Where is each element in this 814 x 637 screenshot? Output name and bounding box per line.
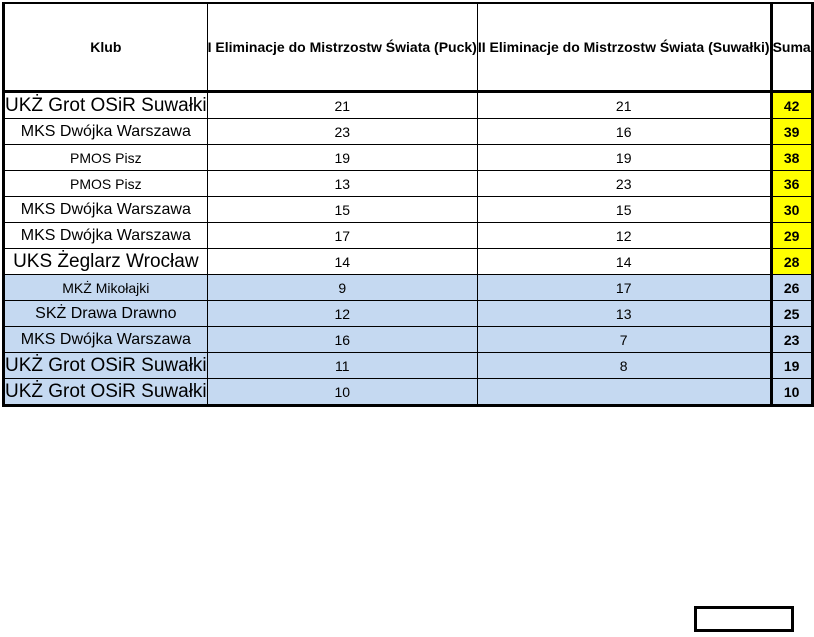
- table-row: [4, 223, 813, 249]
- header-club: Klub: [4, 3, 208, 92]
- empty-cell-box: [694, 606, 794, 632]
- table-row: [4, 197, 813, 223]
- elimination-2-cell: 21: [477, 92, 770, 119]
- elimination-1-cell: 15: [207, 197, 477, 223]
- table-row: [4, 171, 813, 197]
- club-cell: MKS Dwójka Warszawa: [4, 197, 208, 223]
- club-cell: MKS Dwójka Warszawa: [4, 119, 208, 145]
- header-elimination-2: II Eliminacje do Mistrzostw Świata (Suwałki): [477, 3, 770, 92]
- table-row: [4, 92, 813, 119]
- club-cell: MKS Dwójka Warszawa: [4, 223, 208, 249]
- table-row: [4, 275, 813, 301]
- elimination-2-cell: 19: [477, 145, 770, 171]
- table-row: [4, 327, 813, 353]
- elimination-1-cell: 21: [207, 92, 477, 119]
- table-row: [4, 119, 813, 145]
- elimination-1-cell: 19: [207, 145, 477, 171]
- elimination-2-cell: 16: [477, 119, 770, 145]
- sum-cell: 28: [772, 249, 813, 275]
- club-cell: SKŻ Drawa Drawno: [4, 301, 208, 327]
- sum-cell: 23: [772, 327, 813, 353]
- elimination-2-cell: 13: [477, 301, 770, 327]
- sum-cell: 42: [772, 92, 813, 119]
- elimination-1-cell: 11: [207, 353, 477, 379]
- table-row: [4, 379, 813, 406]
- sum-cell: 19: [772, 353, 813, 379]
- club-cell: UKŻ Grot OSiR Suwałki: [4, 353, 208, 379]
- club-cell: MKS Dwójka Warszawa: [4, 327, 208, 353]
- elimination-1-cell: 12: [207, 301, 477, 327]
- elimination-1-cell: 9: [207, 275, 477, 301]
- elimination-1-cell: 16: [207, 327, 477, 353]
- club-cell: UKŻ Grot OSiR Suwałki: [4, 379, 208, 406]
- table-row: [4, 145, 813, 171]
- elimination-2-cell: 14: [477, 249, 770, 275]
- results-table: [2, 2, 814, 407]
- sum-cell: 26: [772, 275, 813, 301]
- sum-cell: 38: [772, 145, 813, 171]
- sum-cell: 10: [772, 379, 813, 406]
- header-sum: Suma: [772, 3, 813, 92]
- elimination-1-cell: 23: [207, 119, 477, 145]
- elimination-1-cell: 13: [207, 171, 477, 197]
- elimination-2-cell: 17: [477, 275, 770, 301]
- club-cell: UKŻ Grot OSiR Suwałki: [4, 92, 208, 119]
- elimination-2-cell: 8: [477, 353, 770, 379]
- elimination-1-cell: 14: [207, 249, 477, 275]
- sum-cell: 30: [772, 197, 813, 223]
- header-elimination-1: I Eliminacje do Mistrzostw Świata (Puck): [207, 3, 477, 92]
- sum-cell: 25: [772, 301, 813, 327]
- sum-cell: 39: [772, 119, 813, 145]
- elimination-1-cell: 10: [207, 379, 477, 406]
- elimination-1-cell: 17: [207, 223, 477, 249]
- header-row: [4, 3, 813, 92]
- sum-cell: 36: [772, 171, 813, 197]
- table-row: [4, 249, 813, 275]
- club-cell: MKŻ Mikołajki: [4, 275, 208, 301]
- elimination-2-cell: 23: [477, 171, 770, 197]
- club-cell: PMOS Pisz: [4, 145, 208, 171]
- sum-cell: 29: [772, 223, 813, 249]
- table-row: [4, 353, 813, 379]
- elimination-2-cell: 15: [477, 197, 770, 223]
- table-row: [4, 301, 813, 327]
- club-cell: UKS Żeglarz Wrocław: [4, 249, 208, 275]
- elimination-2-cell: 12: [477, 223, 770, 249]
- elimination-2-cell: 7: [477, 327, 770, 353]
- elimination-2-cell: [477, 379, 770, 406]
- club-cell: PMOS Pisz: [4, 171, 208, 197]
